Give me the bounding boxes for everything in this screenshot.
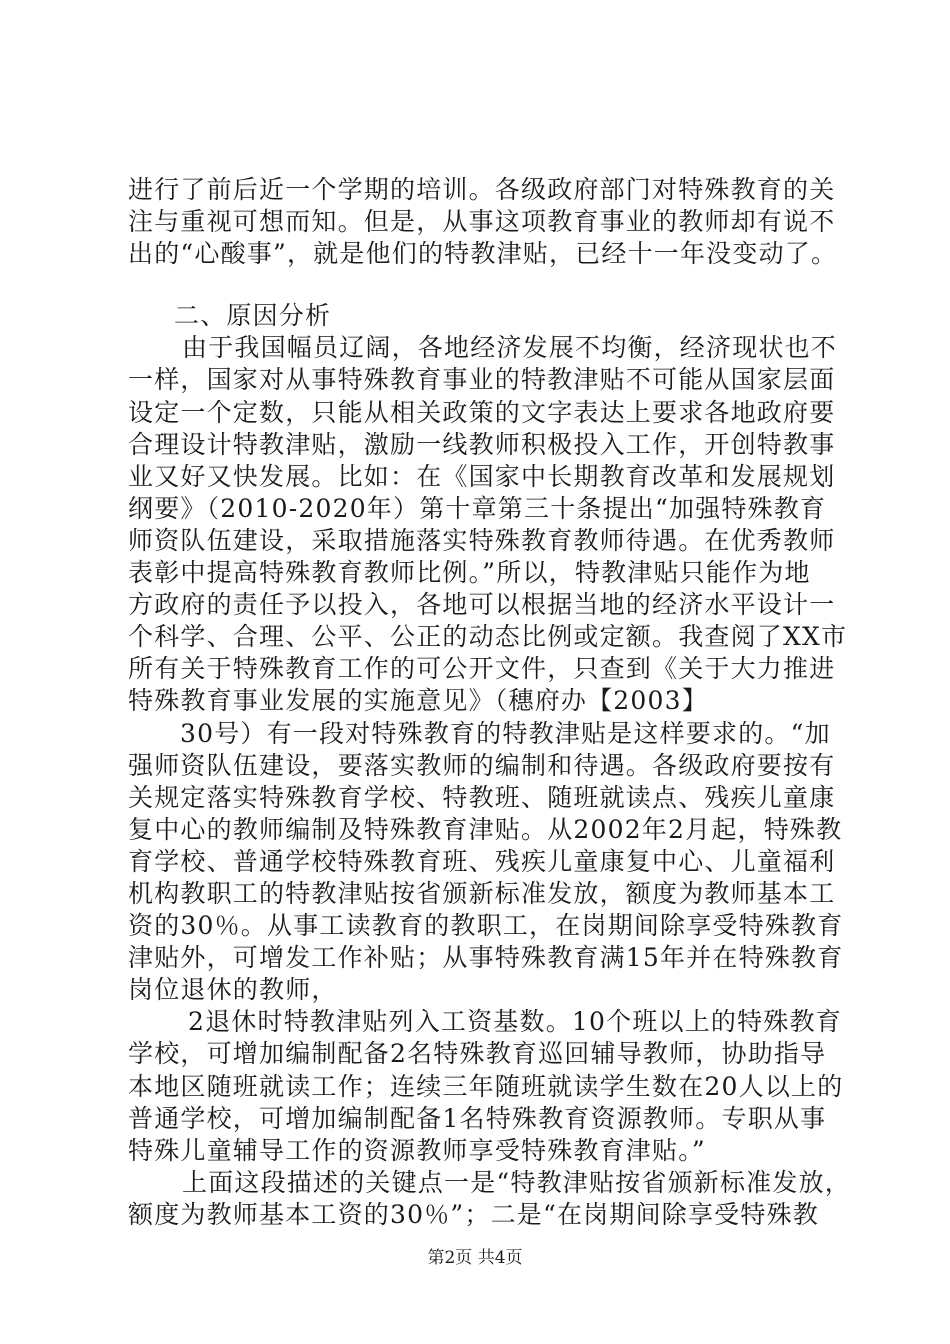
text-line: 学校，可增加编制配备2名特殊教育巡回辅导教师，协助指导 <box>128 1039 827 1069</box>
text-line: 设定一个定数，只能从相关政策的文字表达上要求各地政府要 <box>128 397 836 427</box>
paragraph-policy-quote <box>128 718 848 1007</box>
text-line: 关规定落实特殊教育学校、特教班、随班就读点、残疾儿童康 <box>128 782 836 812</box>
text-line: 方政府的责任予以投入，各地可以根据当地的经济水平设计一 <box>128 590 836 620</box>
paragraph-retirement <box>128 1006 848 1166</box>
text-line: 特殊教育事业发展的实施意见》（穗府办【2003】 <box>128 686 708 716</box>
text-line: 育学校、普通学校特殊教育班、残疾儿童康复中心、儿童福利 <box>128 846 836 876</box>
page-number: 第2页 共4页 <box>427 1248 523 1268</box>
text-line: 津贴外，可增发工作补贴；从事特殊教育满15年并在特殊教育 <box>128 943 844 973</box>
text-line: 一样，国家对从事特殊教育事业的特教津贴不可能从国家层面 <box>128 365 836 395</box>
text-line: 特殊儿童辅导工作的资源教师享受特殊教育津贴。” <box>128 1135 706 1165</box>
paragraph-cause-analysis <box>128 332 848 717</box>
text-line: 机构教职工的特教津贴按省颁新标准发放，额度为教师基本工 <box>128 878 836 908</box>
text-line: 由于我国幅员辽阔，各地经济发展不均衡，经济现状也不 <box>182 333 838 363</box>
text-line: 复中心的教师编制及特殊教育津贴。从2002年2月起，特殊教 <box>128 814 843 844</box>
document-body <box>128 174 851 1231</box>
paragraph-continued-training <box>128 174 848 270</box>
text-line: 额度为教师基本工资的30％”；二是“在岗期间除享受特殊教 <box>128 1199 819 1229</box>
text-line: 本地区随班就读工作；连续三年随班就读学生数在20人以上的 <box>128 1071 844 1101</box>
text-line: 普通学校，可增加编制配备1名特殊教育资源教师。专职从事 <box>128 1103 827 1133</box>
paragraph-spacer <box>128 270 848 300</box>
text-line: 纲要》（2010-2020年）第十章第三十条提出“加强特殊教育 <box>128 493 827 523</box>
section-heading: 二、原因分析 <box>174 301 332 331</box>
text-line: 所有关于特殊教育工作的可公开文件，只查到《关于大力推进 <box>128 654 836 684</box>
text-line: 表彰中提高特殊教育教师比例。”所以，特教津贴只能作为地 <box>128 558 811 588</box>
text-line: 2退休时特教津贴列入工资基数。10个班以上的特殊教育 <box>188 1007 842 1037</box>
text-line: 业又好又快发展。比如：在《国家中长期教育改革和发展规划 <box>128 461 836 491</box>
text-line: 资的30％。从事工读教育的教职工，在岗期间除享受特殊教育 <box>128 911 844 941</box>
text-line: 30号）有一段对特殊教育的特教津贴是这样要求的。“加 <box>180 718 831 748</box>
text-line: 进行了前后近一个学期的培训。各级政府部门对特殊教育的关 <box>128 175 836 204</box>
text-line: 强师资队伍建设，要落实教师的编制和待遇。各级政府要按有 <box>128 750 836 780</box>
paragraph-key-points <box>128 1167 851 1231</box>
text-line: 合理设计特教津贴，激励一线教师积极投入工作，开创特教事 <box>128 429 836 459</box>
text-line: 师资队伍建设，采取措施落实特殊教育教师待遇。在优秀教师 <box>128 525 836 555</box>
text-line: 上面这段描述的关键点一是“特教津贴按省颁新标准发放， <box>182 1167 851 1197</box>
text-line: 岗位退休的教师， <box>128 975 338 1005</box>
text-line: 出的“心酸事”，就是他们的特教津贴，已经十一年没变动了。 <box>128 239 838 269</box>
text-line: 注与重视可想而知。但是，从事这项教育事业的教师却有说不 <box>128 207 836 237</box>
text-line: 个科学、合理、公平、公正的动态比例或定额。我查阅了XX市 <box>128 622 848 652</box>
